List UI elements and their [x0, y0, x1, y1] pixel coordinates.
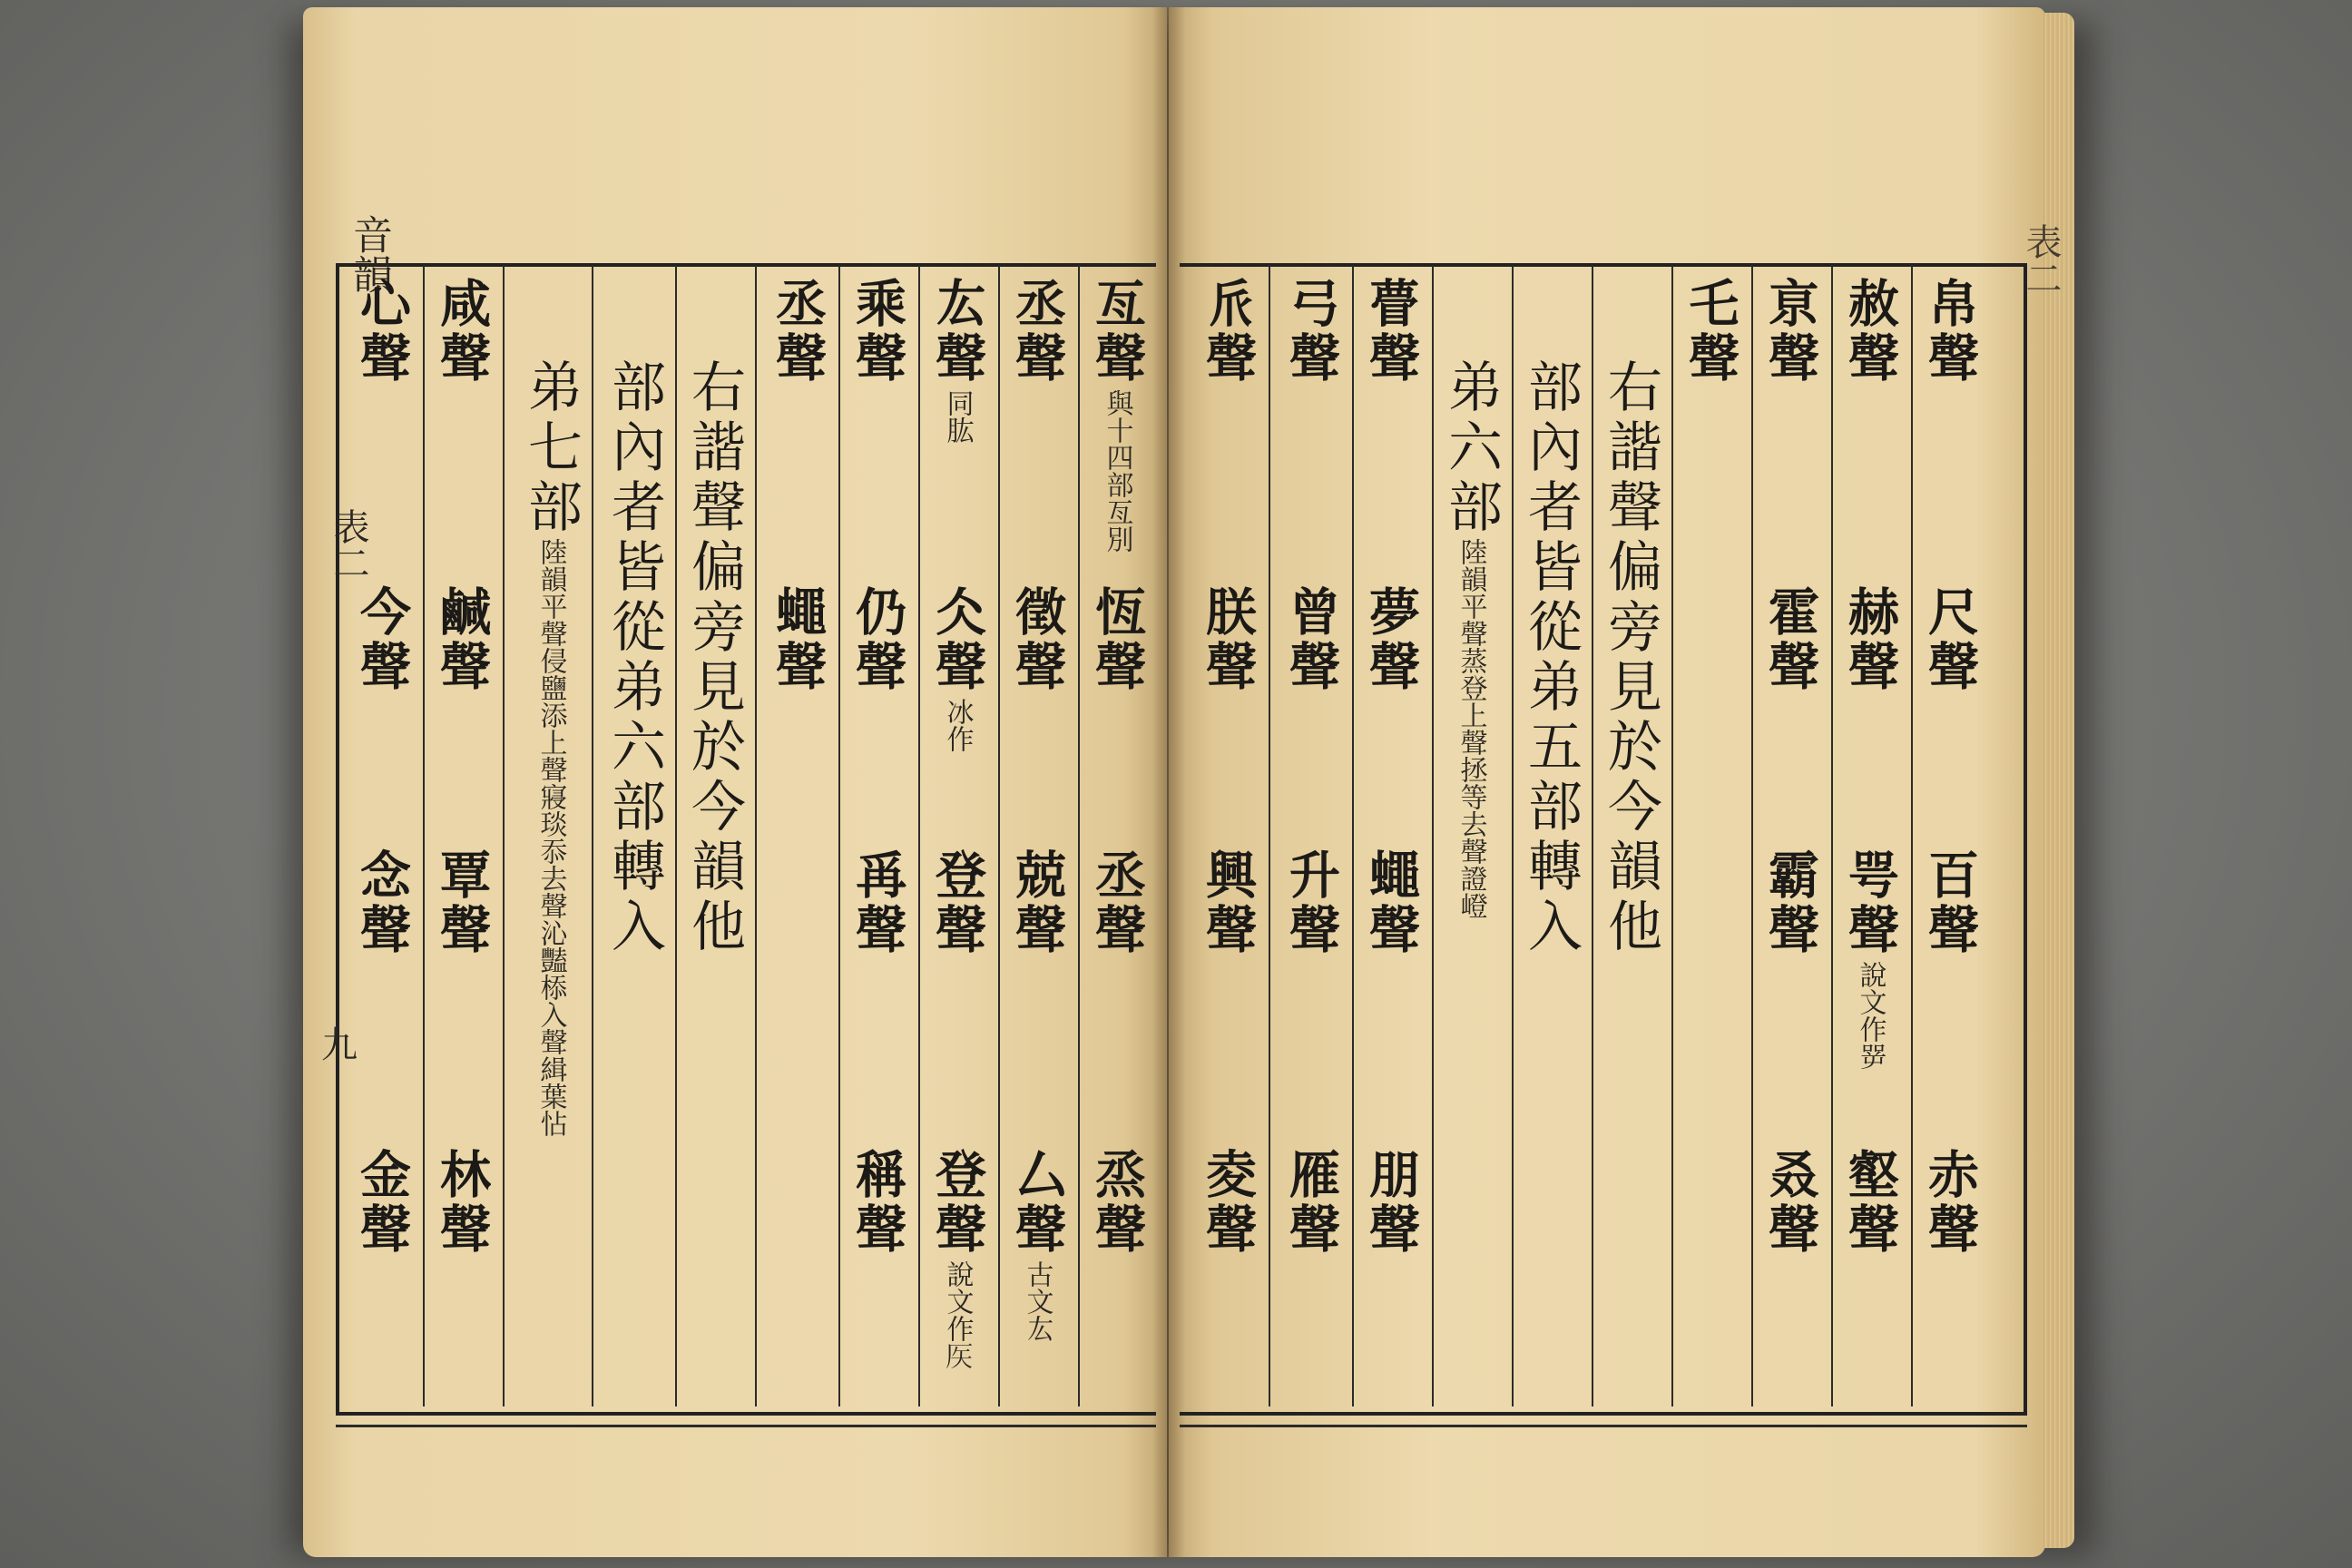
- left-column: [603, 277, 666, 957]
- left-column: [682, 277, 746, 957]
- phonetic-entry: [434, 848, 490, 961]
- phonetic-entry: [1363, 277, 1419, 389]
- entry-text: 林聲: [432, 1148, 492, 1257]
- phonetic-entry: [929, 1148, 985, 1373]
- phonetic-entry: [1762, 848, 1818, 961]
- phonetic-entry: [1922, 585, 1978, 698]
- phonetic-entry: [1283, 585, 1339, 698]
- phonetic-entry: [1089, 1148, 1145, 1260]
- phonetic-entry: [1200, 277, 1256, 389]
- column-rule: [675, 265, 677, 1406]
- column-heading: 弟六部: [1439, 358, 1503, 538]
- entry-annotation: 冰作: [941, 698, 974, 752]
- phonetic-entry: [354, 277, 410, 389]
- entry-text: 興聲: [1198, 848, 1258, 957]
- column-rule: [1592, 265, 1593, 1406]
- entry-text: 登聲: [927, 848, 987, 957]
- entry-text: 念聲: [352, 848, 412, 957]
- entry-text: 厷聲: [927, 277, 987, 386]
- left-fold-label: 表二: [328, 508, 369, 581]
- entry-text: 𠂢聲: [1198, 277, 1258, 386]
- entry-annotation: 說文作𥎦: [941, 1260, 974, 1369]
- entry-text: 鹹聲: [432, 585, 492, 694]
- column-rule: [838, 265, 840, 1406]
- entry-text: 烝聲: [1087, 1148, 1147, 1257]
- phonetic-entry: [1009, 585, 1065, 698]
- entry-text: 金聲: [352, 1148, 412, 1257]
- column-rule: [423, 265, 425, 1406]
- phonetic-entry: [1200, 585, 1256, 698]
- entry-text: 霸聲: [1760, 848, 1820, 957]
- phonetic-entry: [849, 585, 906, 698]
- column-rule: [918, 265, 920, 1406]
- entry-text: 稱聲: [848, 1148, 907, 1257]
- phonetic-entry: [1283, 277, 1339, 389]
- phonetic-entry: [929, 277, 985, 447]
- entry-text: 赫聲: [1840, 585, 1900, 694]
- phonetic-entry: [1842, 1148, 1898, 1260]
- entry-text: 咢聲: [1840, 848, 1900, 957]
- phonetic-entry: [1842, 585, 1898, 698]
- entry-annotation: 與十四部亙別: [1101, 389, 1133, 553]
- column-rule: [1432, 265, 1434, 1406]
- phonetic-entry: [1762, 277, 1818, 389]
- phonetic-entry: [849, 848, 906, 961]
- entry-text: 仍聲: [848, 585, 907, 694]
- phonetic-entry: [1363, 848, 1419, 961]
- column-rule: [1352, 265, 1354, 1406]
- column-rule: [1911, 265, 1913, 1406]
- right-column: [1519, 277, 1583, 957]
- phonetic-entry: [354, 1148, 410, 1260]
- column-rule: [1512, 265, 1514, 1406]
- entry-text: 夢聲: [1361, 585, 1421, 694]
- phonetic-entry: [1682, 277, 1739, 389]
- phonetic-entry: [354, 585, 410, 698]
- entry-text: 恆聲: [1087, 585, 1147, 694]
- column-rule: [1078, 265, 1080, 1406]
- phonetic-entry: [1283, 848, 1339, 961]
- left-column: [519, 277, 583, 1137]
- left-base-line: [336, 1425, 1156, 1427]
- column-heading: 弟七部: [519, 358, 583, 538]
- phonetic-entry: [769, 277, 826, 389]
- entry-text: 丞聲: [1007, 277, 1067, 386]
- entry-text: 心聲: [352, 277, 412, 386]
- phonetic-entry: [1283, 1148, 1339, 1260]
- entry-text: 壑聲: [1840, 1148, 1900, 1257]
- entry-text: 乘聲: [848, 277, 907, 386]
- entry-text: 尺聲: [1920, 585, 1980, 694]
- phonetic-entry: [434, 1148, 490, 1260]
- column-annotation: 陸韻平聲蒸登上聲拯等去聲證嶝: [1455, 538, 1487, 919]
- column-rule: [998, 265, 1000, 1406]
- phonetic-entry: [1762, 1148, 1818, 1260]
- column-heading: 部內者皆從弟六部轉入: [603, 358, 666, 957]
- column-rule: [1269, 265, 1270, 1406]
- column-rule: [755, 265, 757, 1406]
- right-column: [1599, 277, 1662, 957]
- entry-text: 亰聲: [1760, 277, 1820, 386]
- column-annotation: 陸韻平聲侵鹽添上聲寢琰忝去聲沁豔㮇入聲緝葉怗: [534, 538, 567, 1137]
- entry-text: 丞聲: [1087, 848, 1147, 957]
- phonetic-entry: [1089, 848, 1145, 961]
- phonetic-entry: [1089, 277, 1145, 556]
- phonetic-entry: [1762, 585, 1818, 698]
- entry-text: 雁聲: [1281, 1148, 1341, 1257]
- phonetic-entry: [1363, 585, 1419, 698]
- column-rule: [1751, 265, 1753, 1406]
- entry-text: 赤聲: [1920, 1148, 1980, 1257]
- phonetic-entry: [1363, 1148, 1419, 1260]
- right-base-line: [1180, 1425, 2027, 1427]
- left-margin-title: 音韻: [346, 214, 392, 294]
- right-column: [1439, 277, 1503, 919]
- entry-text: 升聲: [1281, 848, 1341, 957]
- phonetic-entry: [769, 585, 826, 698]
- entry-text: 爯聲: [848, 848, 907, 957]
- right-margin-title: 表二: [2020, 223, 2062, 296]
- column-rule: [592, 265, 593, 1406]
- entry-text: 咸聲: [432, 277, 492, 386]
- column-heading: 部內者皆從弟五部轉入: [1519, 358, 1583, 957]
- phonetic-entry: [354, 848, 410, 961]
- entry-text: 乇聲: [1681, 277, 1740, 386]
- entry-text: 霍聲: [1760, 585, 1820, 694]
- entry-text: 蠅聲: [768, 585, 828, 694]
- entry-text: 朋聲: [1361, 1148, 1421, 1257]
- phonetic-entry: [1922, 1148, 1978, 1260]
- entry-text: 仌聲: [927, 585, 987, 694]
- entry-text: 厶聲: [1007, 1148, 1067, 1257]
- entry-text: 赦聲: [1840, 277, 1900, 386]
- entry-text: 登聲: [927, 1148, 987, 1257]
- entry-annotation: 說文作㖾: [1854, 961, 1886, 1070]
- entry-text: 朕聲: [1198, 585, 1258, 694]
- phonetic-entry: [1842, 277, 1898, 389]
- phonetic-entry: [849, 1148, 906, 1260]
- phonetic-entry: [434, 585, 490, 698]
- column-heading: 右諧聲偏旁見於今韻他: [682, 358, 746, 957]
- phonetic-entry: [1089, 585, 1145, 698]
- entry-text: 瞢聲: [1361, 277, 1421, 386]
- phonetic-entry: [929, 848, 985, 961]
- phonetic-entry: [1009, 1148, 1065, 1346]
- entry-text: 兢聲: [1007, 848, 1067, 957]
- phonetic-entry: [1922, 848, 1978, 961]
- entry-text: 亙聲: [1087, 277, 1147, 386]
- phonetic-entry: [434, 277, 490, 389]
- entry-text: 夌聲: [1198, 1148, 1258, 1257]
- column-heading: 右諧聲偏旁見於今韻他: [1599, 358, 1662, 957]
- phonetic-entry: [1009, 848, 1065, 961]
- phonetic-entry: [1200, 1148, 1256, 1260]
- phonetic-entry: [929, 585, 985, 756]
- entry-text: 弓聲: [1281, 277, 1341, 386]
- entry-annotation: 同肱: [941, 389, 974, 444]
- phonetic-entry: [1842, 848, 1898, 1073]
- entry-text: 百聲: [1920, 848, 1980, 957]
- entry-text: 丞聲: [768, 277, 828, 386]
- phonetic-entry: [1009, 277, 1065, 389]
- entry-text: 覃聲: [432, 848, 492, 957]
- phonetic-entry: [1200, 848, 1256, 961]
- entry-text: 今聲: [352, 585, 412, 694]
- phonetic-entry: [1922, 277, 1978, 389]
- entry-text: 曾聲: [1281, 585, 1341, 694]
- entry-text: 帛聲: [1920, 277, 1980, 386]
- entry-text: 叒聲: [1760, 1148, 1820, 1257]
- column-rule: [503, 265, 505, 1406]
- column-rule: [1831, 265, 1833, 1406]
- entry-text: 徵聲: [1007, 585, 1067, 694]
- phonetic-entry: [849, 277, 906, 389]
- entry-text: 蠅聲: [1361, 848, 1421, 957]
- column-rule: [1671, 265, 1673, 1406]
- entry-annotation: 古文厷: [1021, 1260, 1054, 1342]
- left-page-number: 九: [321, 1024, 358, 1066]
